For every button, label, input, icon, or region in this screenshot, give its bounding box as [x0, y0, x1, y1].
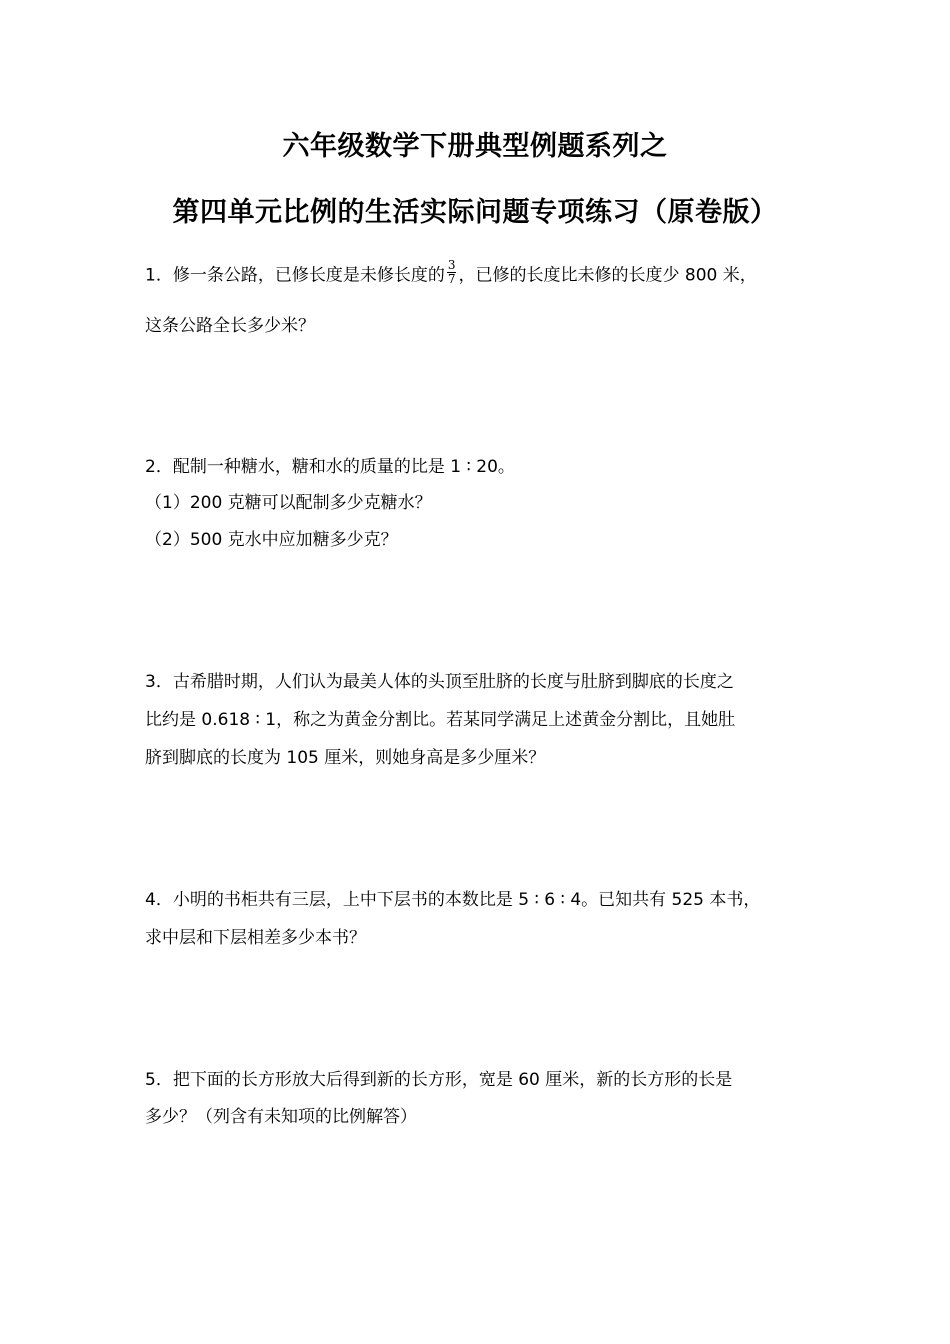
- question-5-line1: [145, 1068, 732, 1092]
- question-1-line1: [145, 258, 757, 289]
- fraction-denominator: 7: [447, 272, 456, 286]
- question-3-line2: 比约是 0.618 ∶ 1，称之为黄金分割比。若某同学满足上述黄金分割比，且她肚: [145, 710, 736, 730]
- question-4-number: 4．: [145, 890, 173, 910]
- question-4-text: 小明的书柜共有三层，上中下层书的本数比是 5 ∶ 6 ∶ 4。已知共有 525 本书，: [172, 890, 761, 910]
- question-2-line1: [145, 455, 515, 479]
- document-title-line1: 六年级数学下册典型例题系列之: [282, 131, 668, 162]
- question-1-number: 1．: [145, 265, 173, 286]
- question-2-text: 配制一种糖水，糖和水的质量的比是 1 ∶ 20。: [172, 457, 515, 477]
- question-4-line2: 求中层和下层相差多少本书？: [145, 928, 366, 948]
- question-3-line3: 脐到脚底的长度为 105 厘米，则她身高是多少厘米？: [145, 748, 546, 768]
- question-5-text: 把下面的长方形放大后得到新的长方形，宽是 60 厘米，新的长方形的长是: [172, 1070, 733, 1090]
- question-1-line2: 这条公路全长多少米？: [145, 316, 315, 336]
- question-3-number: 3．: [145, 672, 173, 692]
- document-title-line2: 第四单元比例的生活实际问题专项练习（原卷版）: [172, 197, 778, 228]
- fraction-numerator: 3: [447, 258, 456, 272]
- question-2-number: 2．: [145, 457, 173, 477]
- question-5-number: 5．: [145, 1070, 173, 1090]
- question-2-sub1: （1）200 克糖可以配制多少克糖水？: [145, 493, 432, 513]
- question-4-line1: [145, 888, 760, 912]
- question-2-sub2: （2）500 克水中应加糖多少克？: [145, 530, 398, 550]
- fraction-three-sevenths: [447, 259, 457, 286]
- question-1-text-after: ，已修的长度比未修的长度少 800 米，: [458, 265, 757, 286]
- question-1-text-before: 修一条公路，已修长度是未修长度的: [172, 265, 445, 286]
- question-3-text: 古希腊时期，人们认为最美人体的头顶至肚脐的长度与肚脐到脚底的长度之: [172, 672, 734, 692]
- question-5-line2: 多少？（列含有未知项的比例解答）: [145, 1107, 417, 1127]
- question-3-line1: [145, 670, 734, 694]
